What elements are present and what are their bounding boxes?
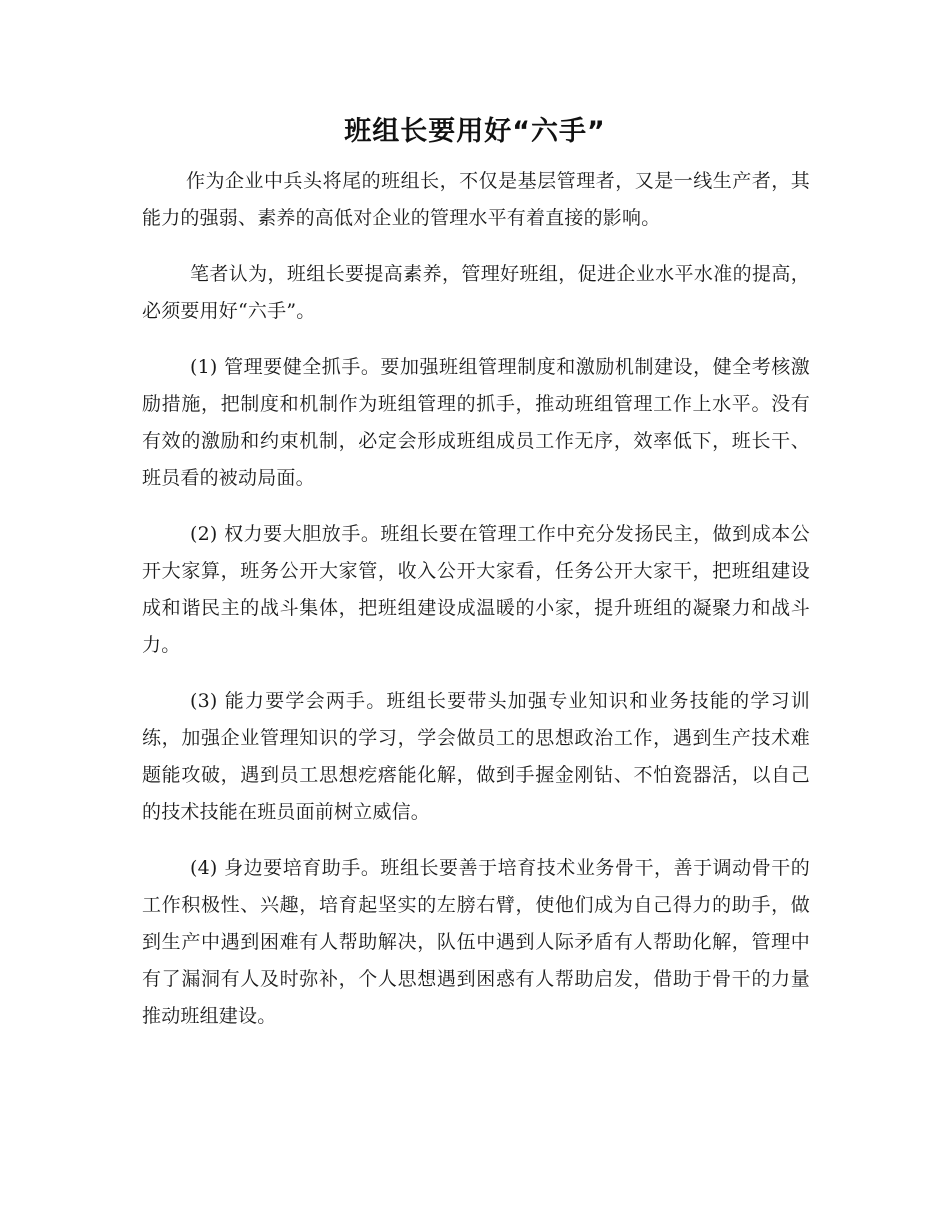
paragraph-point-3: (3) 能力要学会两手。班组长要带头加强专业知识和业务技能的学习训练，加强企业管理知识的学习，学会做员工的思想政治工作，遇到生产技术难题能攻破，遇到员工思想疙瘩能化解，做到手握金刚钻、不怕瓷器活，以自己的技术技能在班员面前树立威信。 (142, 690, 810, 823)
paragraph-intro: 作为企业中兵头将尾的班组长，不仅是基层管理者，又是一线生产者，其能力的强弱、素养的高低对企业的管理水平有着直接的影响。 (142, 170, 810, 229)
document-title: 班组长要用好“六手” (344, 116, 606, 147)
document-body (142, 163, 810, 1054)
paragraph-point-1: (1) 管理要健全抓手。要加强班组管理制度和激励机制建设，健全考核激励措施，把制度和机制作为班组管理的抓手，推动班组管理工作上水平。没有有效的激励和约束机制，必定会形成班组成员工作无序，效率低下，班长干、班员看的被动局面。 (142, 356, 810, 489)
paragraph-thesis: 笔者认为，班组长要提高素养，管理好班组，促进企业水平水准的提高，必须要用好“六手”。 (142, 263, 810, 322)
paragraph-point-2: (2) 权力要大胆放手。班组长要在管理工作中充分发扬民主，做到成本公开大家算，班务公开大家管，收入公开大家看，任务公开大家干，把班组建设成和谐民主的战斗集体，把班组建设成温暖的小家，提升班组的凝聚力和战斗力。 (142, 523, 810, 656)
paragraph-point-4: (4) 身边要培育助手。班组长要善于培育技术业务骨干，善于调动骨干的工作积极性、兴趣，培育起坚实的左膀右臂，使他们成为自己得力的助手，做到生产中遇到困难有人帮助解决，队伍中遇到人际矛盾有人帮助化解，管理中有了漏洞有人及时弥补，个人思想遇到困惑有人帮助启发，借助于骨干的力量推动班组建设。 (142, 857, 810, 1027)
